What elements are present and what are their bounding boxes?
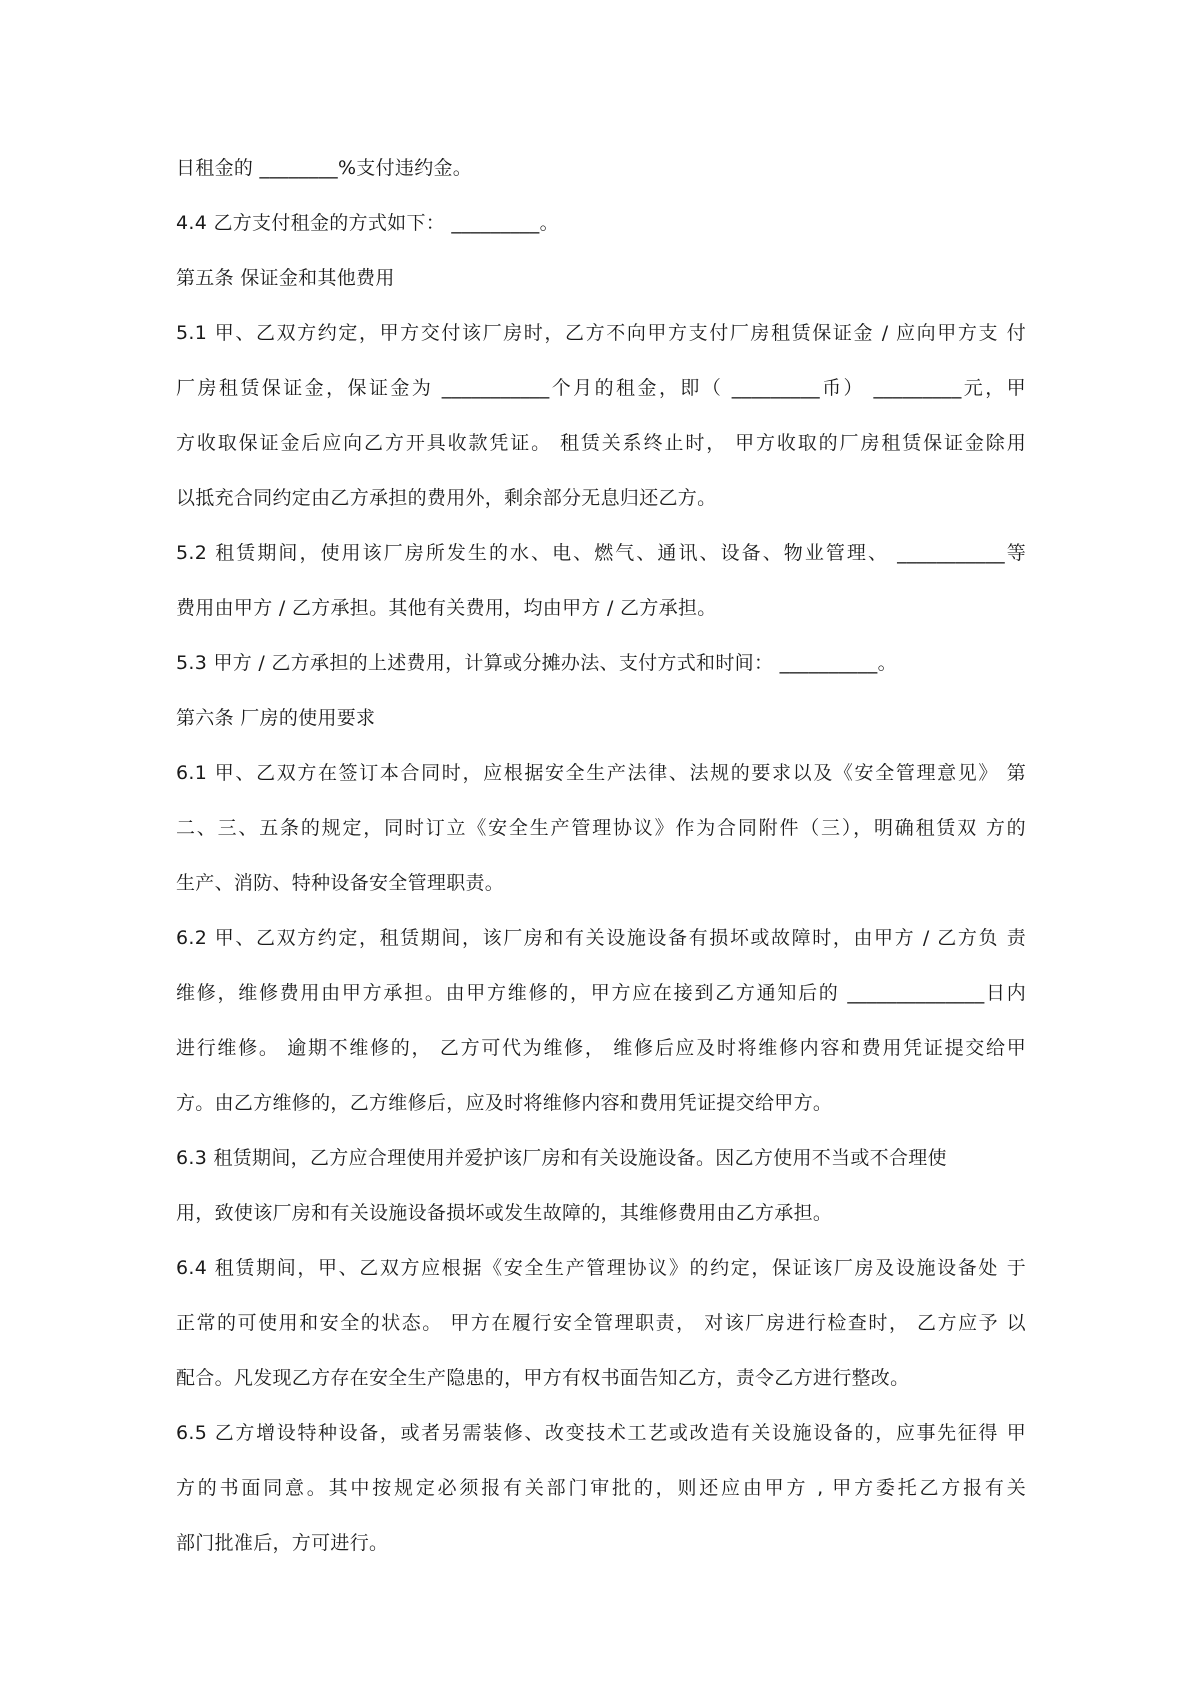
text-line: 进行维修。 逾期不维修的， 乙方可代为维修， 维修后应及时将维修内容和费用凭证提交给甲 xyxy=(176,1037,1026,1059)
section-heading: 第五条 保证金和其他费用 xyxy=(176,267,395,289)
text-line: 厂房租赁保证金，保证金为 ___________个月的租金，即（ _________币） _________元，甲 xyxy=(176,377,1026,399)
text-line: 5.1 甲、乙双方约定，甲方交付该厂房时，乙方不向甲方支付厂房租赁保证金 / 应向甲方支 付 xyxy=(176,322,1026,344)
text-line: 方的书面同意。其中按规定必须报有关部门审批的，则还应由甲方 , 甲方委托乙方报有关 xyxy=(176,1477,1026,1499)
section-heading: 第六条 厂房的使用要求 xyxy=(176,707,376,729)
text-line: 6.1 甲、乙双方在签订本合同时，应根据安全生产法律、法规的要求以及《安全管理意见》 第 xyxy=(176,762,1026,784)
text-line: 6.4 租赁期间，甲、乙双方应根据《安全生产管理协议》的约定，保证该厂房及设施设备处 于 xyxy=(176,1257,1026,1279)
text-line: 生产、消防、特种设备安全管理职责。 xyxy=(176,872,505,894)
text-line: 费用由甲方 / 乙方承担。其他有关费用，均由甲方 / 乙方承担。 xyxy=(176,597,717,619)
text-line: 6.5 乙方增设特种设备，或者另需装修、改变技术工艺或改造有关设施设备的，应事先征得 甲 xyxy=(176,1422,1026,1444)
text-line: 配合。凡发现乙方存在安全生产隐患的，甲方有权书面告知乙方，责令乙方进行整改。 xyxy=(176,1367,910,1389)
text-line: 日租金的 ________%支付违约金。 xyxy=(176,157,473,179)
text-line: 用，致使该厂房和有关设施设备损坏或发生故障的，其维修费用由乙方承担。 xyxy=(176,1202,833,1224)
text-line: 以抵充合同约定由乙方承担的费用外，剩余部分无息归还乙方。 xyxy=(176,487,717,509)
text-line: 方。由乙方维修的，乙方维修后，应及时将维修内容和费用凭证提交给甲方。 xyxy=(176,1092,833,1114)
text-line: 二、三、五条的规定，同时订立《安全生产管理协议》作为合同附件（三），明确租赁双 方的 xyxy=(176,817,1026,839)
text-line: 6.3 租赁期间，乙方应合理使用并爱护该厂房和有关设施设备。因乙方使用不当或不合理使 xyxy=(176,1147,947,1169)
text-line: 4.4 乙方支付租金的方式如下： _________。 xyxy=(176,212,559,234)
text-line: 维修，维修费用由甲方承担。由甲方维修的，甲方应在接到乙方通知后的 ______________日内 xyxy=(176,982,1026,1004)
text-line: 5.3 甲方 / 乙方承担的上述费用，计算或分摊办法、支付方式和时间： __________。 xyxy=(176,652,897,674)
text-line: 5.2 租赁期间，使用该厂房所发生的水、电、燃气、通讯、设备、物业管理、 ___________等 xyxy=(176,542,1026,564)
text-line: 正常的可使用和安全的状态。 甲方在履行安全管理职责， 对该厂房进行检查时， 乙方应予 以 xyxy=(176,1312,1026,1334)
text-line: 6.2 甲、乙双方约定，租赁期间，该厂房和有关设施设备有损坏或故障时，由甲方 / 乙方负 责 xyxy=(176,927,1026,949)
text-line: 部门批准后，方可进行。 xyxy=(176,1532,389,1554)
text-line: 方收取保证金后应向乙方开具收款凭证。 租赁关系终止时， 甲方收取的厂房租赁保证金除用 xyxy=(176,432,1026,454)
